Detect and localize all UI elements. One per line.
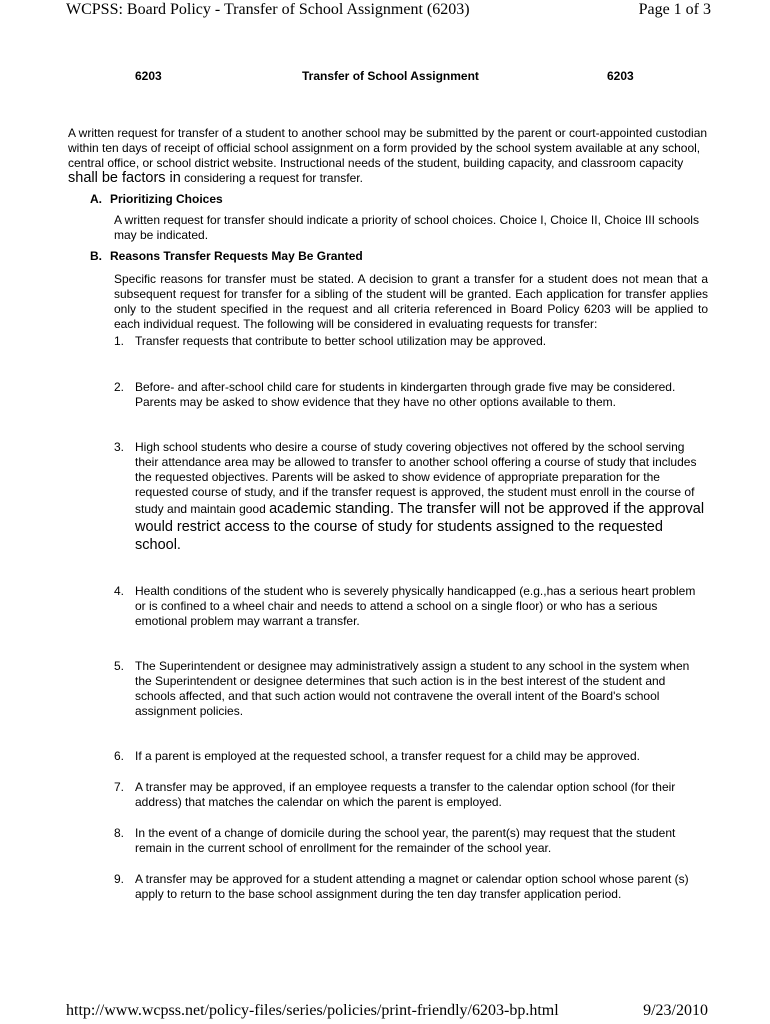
- item-text: Health conditions of the student who is severely physically handicapped (e.g.,has a serious heart problem or is confined to a wheel chair and needs to attend a school on a single floor) or who has a serious emotional problem may warrant a transfer.: [135, 584, 696, 628]
- section-b-body: Specific reasons for transfer must be stated. A decision to grant a transfer for a student does not mean that a subsequent request for transfer for a sibling of the student will be granted. Each application for transfer applies only to the student specified in the request and all criteria referenced in Board Policy 6203 will be applied to each individual request. The following will be considered in evaluating requests for transfer:: [114, 272, 708, 331]
- policy-number-right: 6203: [607, 69, 634, 83]
- intro-text-2: considering a request for transfer.: [180, 171, 363, 185]
- section-b-heading: [68, 249, 708, 264]
- item-text: In the event of a change of domicile during the school year, the parent(s) may request that the student remain in the current school of enrollment for the remainder of the school year.: [135, 826, 676, 855]
- print-header: [0, 0, 770, 24]
- policy-heading: [0, 69, 770, 87]
- item-text-small: High school students who desire a course of study covering objectives not offered by the school serving their attendance area may be allowed to transfer to another school offering a course of study that includes the requested objectives. Parents will be asked to show evidence of appropriate preparation for the requested course of study, and if the transfer request is approved, the student must enroll in the course of study and maintain good: [135, 440, 697, 516]
- item-text: If a parent is employed at the requested school, a transfer request for a child may be approved.: [135, 749, 640, 763]
- section-letter: A.: [90, 192, 102, 206]
- list-item: [114, 780, 708, 810]
- print-footer: [0, 1002, 770, 1024]
- section-a-body: A written request for transfer should indicate a priority of school choices. Choice I, Choice II, Choice III schools may be indicated.: [114, 213, 699, 242]
- list-item: [114, 872, 708, 902]
- list-item: [114, 659, 708, 719]
- item-number: 2.: [114, 380, 125, 394]
- page-indicator: Page 1 of 3: [638, 1, 711, 18]
- item-text-large: academic standing. The transfer will not be approved if the approval would restrict access to the course of study for students assigned to the requested school.: [135, 501, 705, 553]
- window-title: WCPSS: Board Policy - Transfer of School Assignment (6203): [66, 1, 470, 18]
- list-item: [114, 584, 708, 629]
- list-item: [114, 749, 708, 764]
- print-date: 9/23/2010: [643, 1002, 708, 1019]
- policy-title: Transfer of School Assignment: [302, 69, 479, 83]
- section-title: Reasons Transfer Requests May Be Granted: [110, 249, 363, 263]
- item-number: 1.: [114, 334, 125, 348]
- item-number: 9.: [114, 872, 125, 886]
- page-url: http://www.wcpss.net/policy-files/series/policies/print-friendly/6203-bp.html: [66, 1002, 559, 1019]
- intro-text-1: A written request for transfer of a student to another school may be submitted by the parent or court-appointed custodian within ten days of receipt of official school assignment on a form provided by the school system available at any school, central office, or school district website. Instructional needs of the student, building capacity, and classroom capacity: [68, 126, 708, 170]
- list-item: [114, 334, 708, 349]
- policy-content: [68, 126, 708, 902]
- list-item: [114, 380, 708, 410]
- intro-paragraph: [68, 126, 708, 186]
- item-text: A transfer may be approved, if an employee requests a transfer to the calendar option school (for their address) that matches the calendar on which the parent is employed.: [135, 780, 676, 809]
- item-text: A transfer may be approved for a student attending a magnet or calendar option school whose parent (s) apply to return to the base school assignment during the ten day transfer application period.: [135, 872, 689, 901]
- section-a-heading: [68, 192, 708, 207]
- section-letter: B.: [90, 249, 102, 263]
- item-text: [135, 440, 708, 554]
- item-text: Transfer requests that contribute to better school utilization may be approved.: [135, 334, 547, 348]
- criteria-list: [114, 334, 708, 902]
- item-number: 3.: [114, 440, 125, 454]
- intro-text-emphasis: shall be factors in: [68, 170, 181, 186]
- policy-number-left: 6203: [135, 69, 162, 83]
- item-number: 7.: [114, 780, 125, 794]
- list-item: [114, 440, 708, 554]
- list-item: [114, 826, 708, 856]
- item-text: The Superintendent or designee may administratively assign a student to any school in the system when the Superintendent or designee determines that such action is in the best interest of the student and schools affected, and that such action would not contravene the overall intent of the Board's school assignment policies.: [135, 659, 690, 718]
- item-text: Before- and after-school child care for students in kindergarten through grade five may be considered. Parents may be asked to show evidence that they have no other options available to them.: [135, 380, 676, 409]
- item-number: 8.: [114, 826, 125, 840]
- item-number: 4.: [114, 584, 125, 598]
- item-number: 6.: [114, 749, 125, 763]
- section-title: Prioritizing Choices: [110, 192, 223, 206]
- item-number: 5.: [114, 659, 125, 673]
